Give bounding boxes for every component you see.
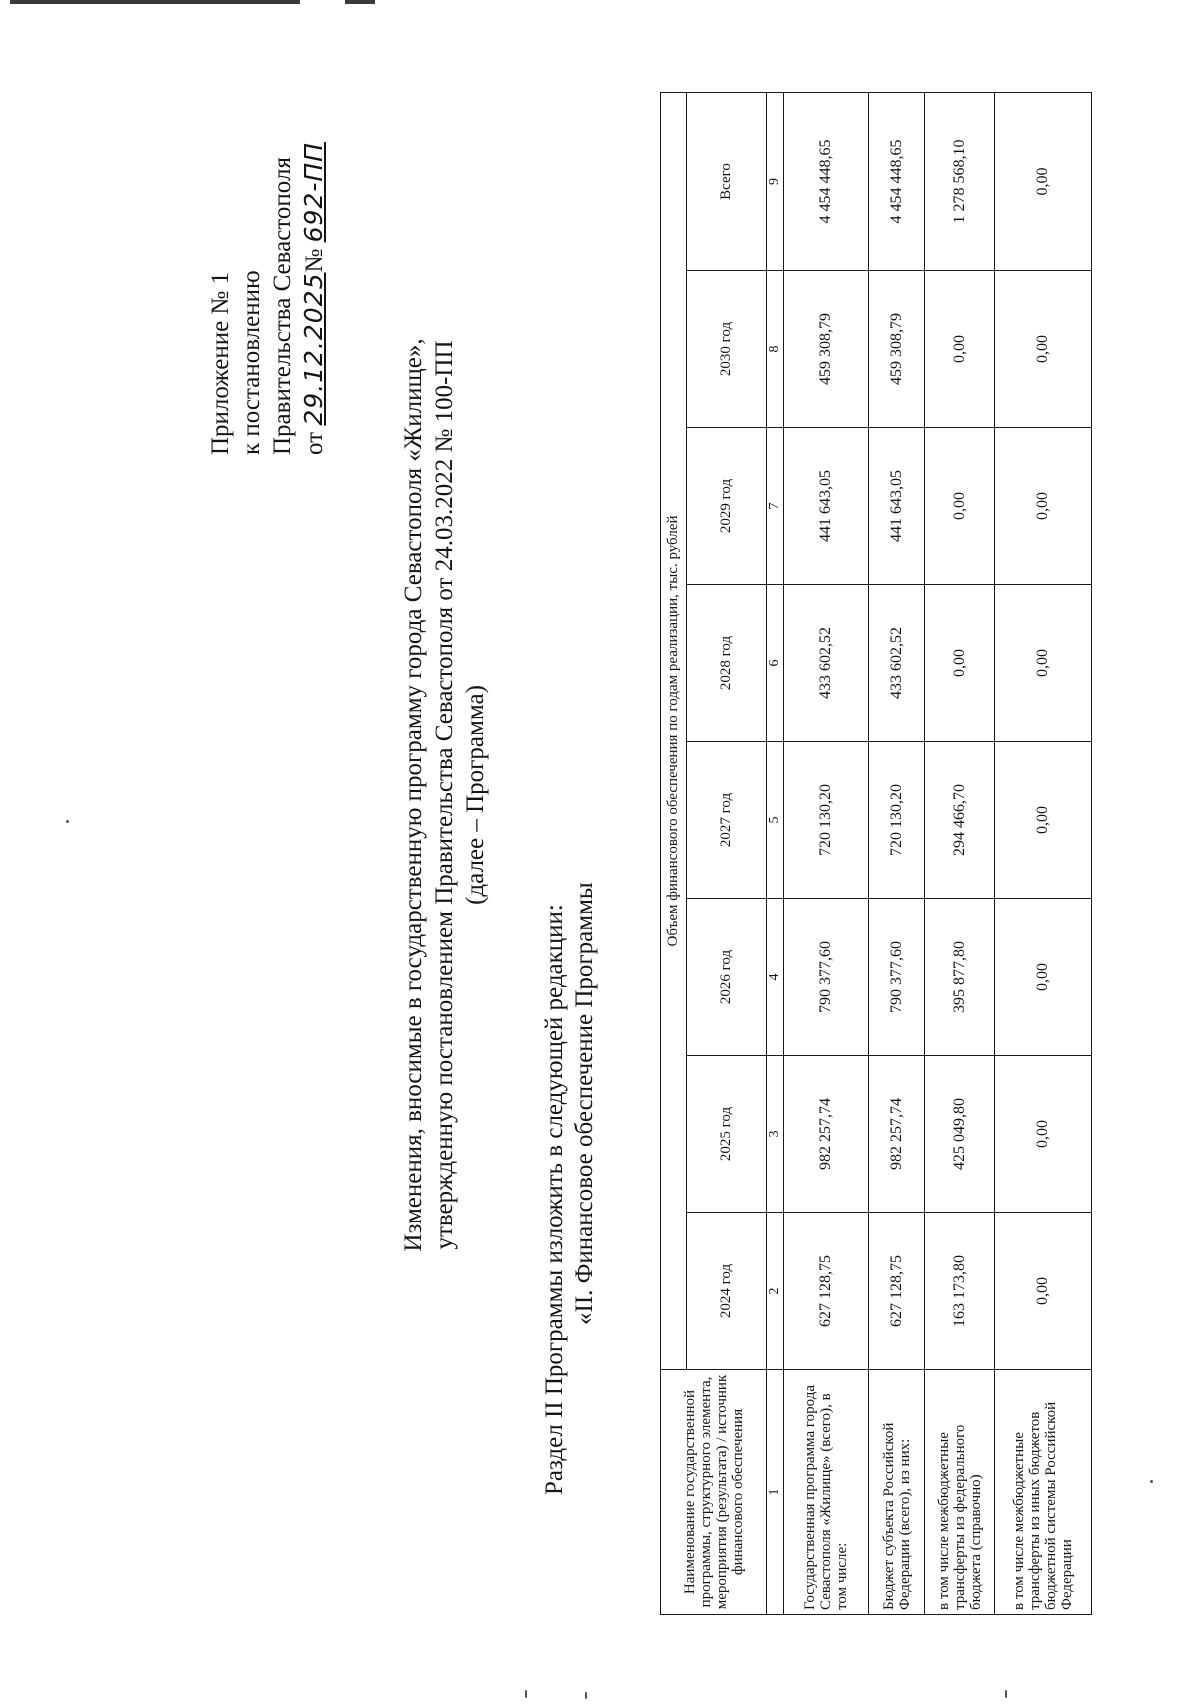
- value-cell: 0,00: [995, 585, 1092, 742]
- financing-table: [660, 92, 1092, 1615]
- value-cell: 0,00: [995, 271, 1092, 428]
- title-line-1: Изменения, вносимые в государственную программу города Севастополя «Жилище»,: [400, 338, 427, 1252]
- value-cell: 0,00: [925, 585, 995, 742]
- row-name: в том числе межбюджетные трансферты из иных бюджетов бюджетной системы Российской Федерации: [995, 1370, 1092, 1615]
- index-cell: 2: [767, 1213, 784, 1370]
- row-name: в том числе межбюджетные трансферты из федерального бюджета (справочно): [925, 1370, 995, 1615]
- value-cell: 720 130,20: [869, 742, 925, 899]
- table-row: [995, 93, 1092, 1615]
- appendix-block: [205, 142, 330, 455]
- title-line-2: утвержденную постановлением Правительства Севастополя от 24.03.2022 № 100-ПП: [431, 340, 458, 1250]
- value-cell: 294 466,70: [925, 742, 995, 899]
- index-cell: 9: [767, 93, 784, 271]
- scan-speck: [525, 1690, 527, 1698]
- index-cell: 8: [767, 271, 784, 428]
- value-cell: 0,00: [925, 428, 995, 585]
- section-intro: [540, 882, 600, 1495]
- index-cell: 4: [767, 899, 784, 1056]
- scan-speck: [66, 820, 69, 823]
- header-year: 2027 год: [687, 742, 767, 899]
- index-cell: 7: [767, 428, 784, 585]
- value-cell: 459 308,79: [869, 271, 925, 428]
- date-prefix: от: [301, 431, 328, 455]
- row-name: Государственная программа города Севастополя «Жилище» (всего), в том числе:: [784, 1370, 869, 1615]
- value-cell: 459 308,79: [784, 271, 869, 428]
- header-year: 2028 год: [687, 585, 767, 742]
- total-cell: 1 278 568,10: [925, 93, 995, 271]
- value-cell: 982 257,74: [869, 1056, 925, 1213]
- header-year: 2026 год: [687, 899, 767, 1056]
- table-index-row: [767, 93, 784, 1615]
- appendix-line-2: к постановлению: [238, 270, 265, 455]
- table-row: [925, 93, 995, 1615]
- value-cell: 441 643,05: [869, 428, 925, 585]
- index-cell: 3: [767, 1056, 784, 1213]
- value-cell: 0,00: [995, 742, 1092, 899]
- document-title: [398, 85, 491, 1505]
- value-cell: 0,00: [995, 428, 1092, 585]
- number-prefix: №: [301, 248, 328, 273]
- value-cell: 982 257,74: [784, 1056, 869, 1213]
- value-cell: 790 377,60: [784, 899, 869, 1056]
- table-header-row-1: [661, 93, 687, 1615]
- index-cell: 6: [767, 585, 784, 742]
- row-name: Бюджет субъекта Российской Федерации (всего), из них:: [869, 1370, 925, 1615]
- financing-table-wrap: [660, 92, 1092, 1615]
- section-heading: «II. Финансовое обеспечение Программы: [571, 882, 598, 1325]
- total-cell: 4 454 448,65: [784, 93, 869, 271]
- value-cell: 720 130,20: [784, 742, 869, 899]
- title-line-3: (далее – Программа): [462, 685, 489, 905]
- header-year: 2029 год: [687, 428, 767, 585]
- appendix-line-1: Приложение № 1: [207, 271, 234, 455]
- table-row: [784, 93, 869, 1615]
- total-cell: 4 454 448,65: [869, 93, 925, 271]
- value-cell: 0,00: [995, 899, 1092, 1056]
- section-intro-line: Раздел II Программы изложить в следующей редакции:: [541, 904, 568, 1495]
- value-cell: 395 877,80: [925, 899, 995, 1056]
- table-row: [869, 93, 925, 1615]
- value-cell: 433 602,52: [869, 585, 925, 742]
- value-cell: 0,00: [925, 271, 995, 428]
- total-cell: 0,00: [995, 93, 1092, 271]
- handwritten-date: 29.12.2025: [299, 272, 328, 426]
- index-cell: 5: [767, 742, 784, 899]
- header-group: Объем финансового обеспечения по годам реализации, тыс. рублей: [661, 93, 687, 1370]
- value-cell: 790 377,60: [869, 899, 925, 1056]
- header-year: 2024 год: [687, 1213, 767, 1370]
- handwritten-number: 692-ПП: [299, 142, 328, 243]
- value-cell: 441 643,05: [784, 428, 869, 585]
- value-cell: 433 602,52: [784, 585, 869, 742]
- appendix-line-3: Правительства Севастополя: [269, 157, 296, 455]
- value-cell: 0,00: [995, 1056, 1092, 1213]
- scan-speck: [1150, 1480, 1153, 1483]
- header-total: Всего: [687, 93, 767, 271]
- value-cell: 627 128,75: [869, 1213, 925, 1370]
- header-year: 2030 год: [687, 271, 767, 428]
- value-cell: 163 173,80: [925, 1213, 995, 1370]
- appendix-date-line: [298, 142, 330, 455]
- index-cell: 1: [767, 1370, 784, 1615]
- header-year: 2025 год: [687, 1056, 767, 1213]
- value-cell: 425 049,80: [925, 1056, 995, 1213]
- scan-speck: [585, 1692, 587, 1699]
- value-cell: 627 128,75: [784, 1213, 869, 1370]
- scan-speck: [1005, 1690, 1007, 1698]
- header-name: Наименование государственной программы, структурного элемента, мероприятия (результата) / источник финансового обеспечения: [661, 1370, 767, 1615]
- value-cell: 0,00: [995, 1213, 1092, 1370]
